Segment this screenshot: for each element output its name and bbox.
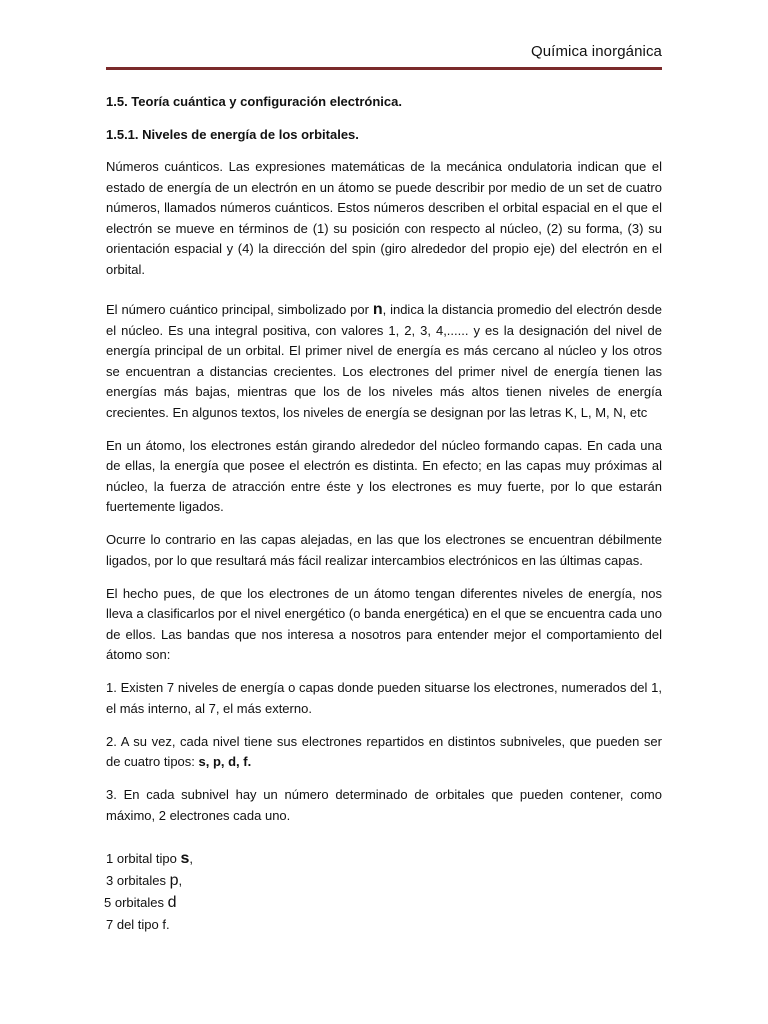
orbital-line-f — [106, 914, 662, 936]
paragraph-text: El número cuántico principal, simbolizado por — [106, 302, 373, 317]
symbol-n: n — [372, 301, 383, 318]
orbital-letter: s — [180, 850, 190, 867]
running-header: Química inorgánica — [530, 43, 662, 60]
orbital-line-p — [106, 870, 662, 892]
orbital-line-s — [106, 848, 662, 870]
subsection-heading: 1.5.1. Niveles de energía de los orbitales. — [106, 126, 359, 142]
section-heading: 1.5. Teoría cuántica y configuración electrónica. — [106, 94, 402, 109]
orbital-count: 1 orbital tipo — [106, 851, 181, 866]
header-rule — [106, 67, 662, 70]
orbital-line-d — [104, 892, 662, 914]
list-item-sublevels — [106, 732, 662, 773]
orbital-count: 3 orbitales — [106, 873, 170, 888]
paragraph-energy-bands: El hecho pues, de que los electrones de un átomo tengan diferentes niveles de energía, nos lleva a clasificarlos por el nivel energético (o banda energética) en el que se encuentra cada uno de ellos. Las bandas que nos interesa a nosotros para entender mejor el comportamiento del átomo son: — [106, 585, 662, 662]
orbital-suffix: , — [189, 851, 193, 866]
paragraph-quantum-numbers: Números cuánticos. Las expresiones matemáticas de la mecánica ondulatoria indican que el estado de energía de un electrón en un átomo se puede describir por medio de un set de cuatro números, llamados números cuánticos. Estos números describen el orbital espacial en el que el electrón se mueve en términos de (1) su posición con respecto al núcleo, (2) su forma, (3) su orientación espacial y (4) la dirección del spin (giro alrededor del propio eje) del electrón en el orbital. — [106, 159, 662, 277]
orbital-list — [106, 848, 662, 936]
orbital-letter: d — [167, 894, 177, 911]
list-item-levels: 1. Existen 7 niveles de energía o capas donde pueden situarse los electrones, numerados del 1, el más interno, al 7, el más externo. — [106, 680, 662, 716]
orbital-count: 7 del tipo f. — [106, 917, 170, 932]
paragraph-outer-layers: Ocurre lo contrario en las capas alejadas, en las que los electrones se encuentran débilmente ligados, por lo que resultará más fácil realizar intercambios electrónicos en las últimas capas. — [106, 532, 662, 568]
paragraph-principal-number — [106, 300, 662, 423]
sublevel-types: s, p, d, f. — [198, 754, 252, 769]
document-body — [106, 92, 662, 936]
paragraph-text: , indica la distancia promedio del electrón desde el núcleo. Es una integral positiva, con valores 1, 2, 3, 4,...... y es la designación del nivel de energía principal de un orbital. El primer nivel de energía es más cercano al núcleo y los otros se encuentran a distancias crecientes. Los electrones del primer nivel de energía tienen las energías más bajas, mientras que los de los niveles más altos tienen niveles de energía crecientes. En algunos textos, los niveles de energía se designan por las letras K, L, M, N, etc — [106, 302, 662, 420]
paragraph-electron-layers: En un átomo, los electrones están girando alrededor del núcleo formando capas. En cada una de ellas, la energía que posee el electrón es distinta. En efecto; en las capas muy próximas al núcleo, la fuerza de atracción entre éste y los electrones es muy fuerte, por lo que estarán fuertemente ligados. — [106, 437, 662, 514]
orbital-suffix: , — [178, 873, 183, 888]
list-item-orbitals: 3. En cada subnivel hay un número determinado de orbitales que pueden contener, como máximo, 2 electrones cada uno. — [106, 787, 662, 823]
orbital-count: 5 orbitales — [104, 895, 168, 910]
paragraph-text: 2. A su vez, cada nivel tiene sus electrones repartidos en distintos subniveles, que pueden ser de cuatro tipos: — [106, 733, 662, 769]
orbital-letter: p — [169, 872, 179, 889]
